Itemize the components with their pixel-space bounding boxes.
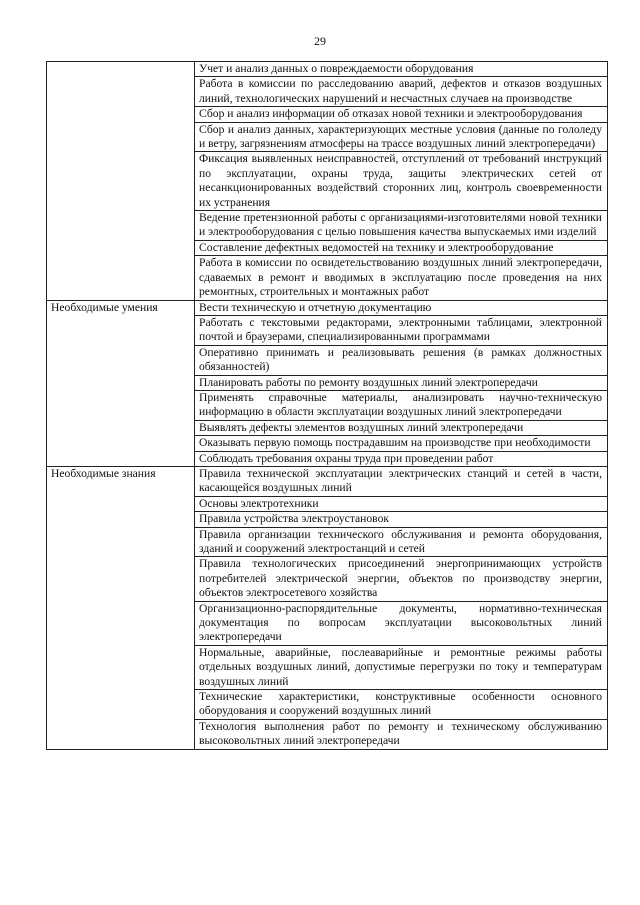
list-item: Сбор и анализ информации об отказах новой техники и электрооборудования — [195, 106, 607, 121]
list-item: Правила организации технического обслуживания и ремонта оборудования, зданий и сооружений электростанций и сетей — [195, 527, 607, 557]
list-item: Оказывать первую помощь пострадавшим на производстве при необходимости — [195, 435, 607, 450]
list-item: Ведение претензионной работы с организациями-изготовителями новой техники и электрооборудования с целью повышения качества выпускаемых ими изделий — [195, 210, 607, 240]
section-label: Необходимые умения — [47, 300, 195, 466]
section-items — [195, 466, 608, 749]
list-item: Сбор и анализ данных, характеризующих местные условия (данные по гололеду и ветру, загрязнениям атмосферы на трассе воздушных линий электропередачи) — [195, 122, 607, 152]
list-item: Выявлять дефекты элементов воздушных линий электропередачи — [195, 420, 607, 435]
competency-table — [46, 61, 608, 750]
list-item: Нормальные, аварийные, послеаварийные и ремонтные режимы работы отдельных воздушных линий, допустимые перегрузки по току и температурам воздушных линий — [195, 645, 607, 689]
list-item: Технические характеристики, конструктивные особенности основного оборудования и сооружений воздушных линий — [195, 689, 607, 719]
list-item: Правила устройства электроустановок — [195, 511, 607, 526]
list-item: Составление дефектных ведомостей на технику и электрооборудование — [195, 240, 607, 255]
list-item: Вести техническую и отчетную документацию — [199, 300, 432, 314]
table-row — [47, 466, 608, 749]
table-body — [47, 62, 608, 750]
list-item: Технология выполнения работ по ремонту и техническому обслуживанию высоковольтных линий электропередачи — [195, 719, 607, 749]
section-label: Необходимые знания — [47, 466, 195, 749]
list-item: Оперативно принимать и реализовывать решения (в рамках должностных обязанностей) — [195, 345, 607, 375]
list-item: Организационно-распорядительные документы, нормативно-техническая документация по вопросам эксплуатации высоковольтных линий электропередачи — [195, 601, 607, 645]
list-item: Правила технологических присоединений энергопринимающих устройств потребителей электрической энергии, объектов по производству энергии, объектов электросетевого хозяйства — [195, 556, 607, 600]
table-row — [47, 300, 608, 466]
list-item: Планировать работы по ремонту воздушных линий электропередачи — [195, 375, 607, 390]
list-item: Фиксация выявленных неисправностей, отступлений от требований инструкций по эксплуатации, охраны труда, защиты электрических сетей от несанкционированных воздействий сторонних лиц, контроль своевременности их устранения — [195, 151, 607, 210]
list-item: Учет и анализ данных о повреждаемости оборудования — [199, 62, 474, 75]
list-item: Работа в комиссии по расследованию аварий, дефектов и отказов воздушных линий, технологических нарушений и несчастных случаев на производстве — [195, 76, 607, 106]
list-item: Соблюдать требования охраны труда при проведении работ — [195, 451, 607, 466]
table-row — [47, 62, 608, 301]
list-item: Основы электротехники — [195, 496, 607, 511]
page-number: 29 — [314, 34, 326, 48]
section-items — [195, 300, 608, 466]
section-label — [47, 62, 195, 301]
section-items — [195, 62, 608, 301]
list-item: Работа в комиссии по освидетельствованию воздушных линий электропередачи, сдаваемых в ремонт и вводимых в эксплуатацию после проведения на них ремонтных, строительных и монтажных работ — [195, 255, 607, 299]
list-item: Работать с текстовыми редакторами, электронными таблицами, электронной почтой и браузерами, специализированными программами — [195, 315, 607, 345]
list-item: Правила технической эксплуатации электрических станций и сетей в части, касающейся воздушных линий — [199, 466, 602, 495]
list-item: Применять справочные материалы, анализировать научно-техническую информацию в области эксплуатации воздушных линий электропередачи — [195, 390, 607, 420]
